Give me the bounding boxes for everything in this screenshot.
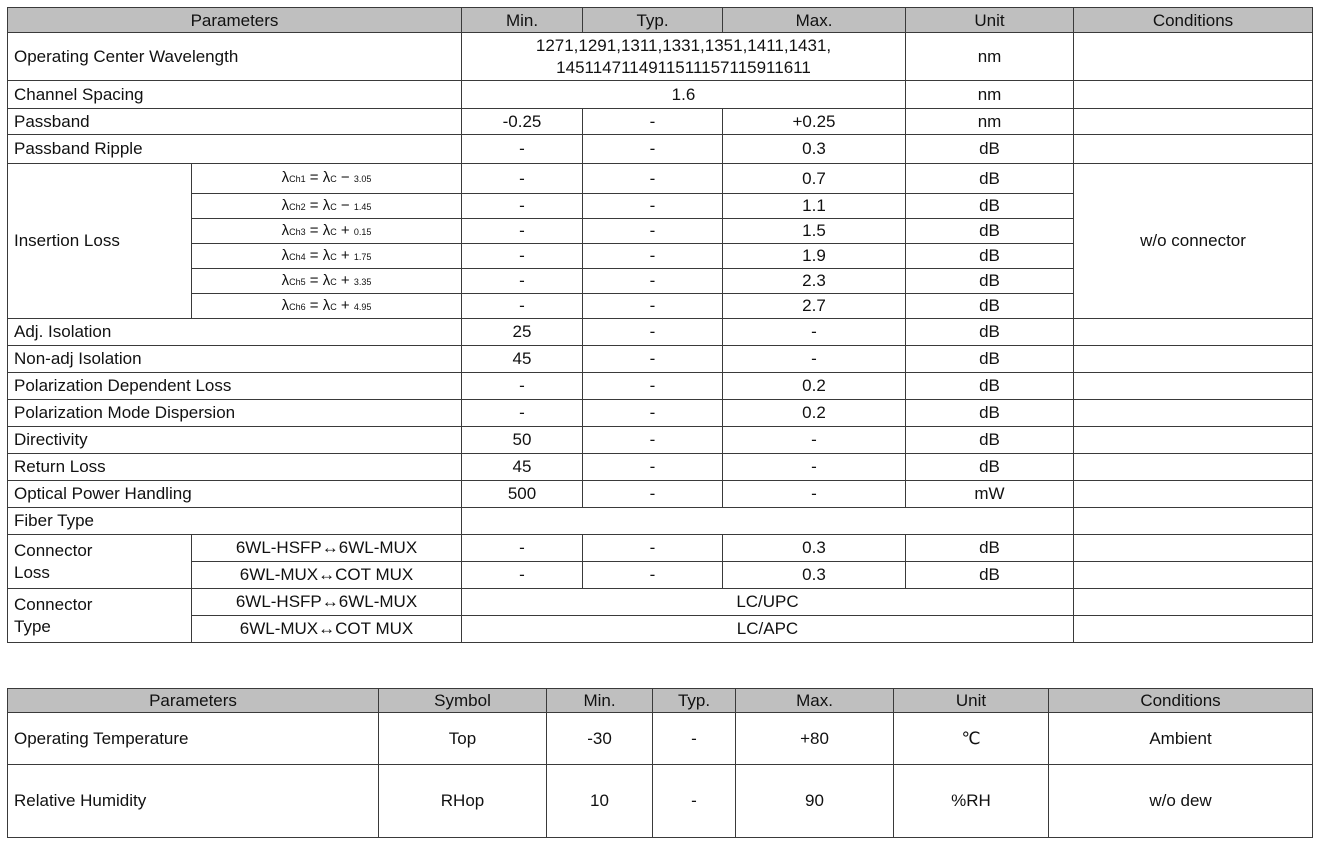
sub-param-cell: 6WL-HSFP↔6WL-MUX — [192, 535, 462, 562]
unit-cell: dB — [906, 535, 1074, 562]
unit-cell: nm — [906, 33, 1074, 81]
typ-cell: - — [583, 294, 723, 319]
conditions-cell — [1074, 616, 1313, 643]
label-line-2: Type — [14, 616, 51, 636]
max-cell: - — [723, 427, 906, 454]
typ-cell: - — [583, 400, 723, 427]
symbol-cell: Top — [379, 713, 547, 765]
unit-cell: dB — [906, 454, 1074, 481]
min-cell: - — [462, 164, 583, 194]
label-line-2: Loss — [14, 562, 50, 582]
table-row — [8, 109, 1313, 135]
max-cell: 0.3 — [723, 135, 906, 164]
table-row — [8, 454, 1313, 481]
param-label: Passband — [8, 109, 462, 135]
conditions-cell — [1074, 481, 1313, 508]
max-cell: +0.25 — [723, 109, 906, 135]
min-cell: - — [462, 269, 583, 294]
table-row — [8, 33, 1313, 81]
unit-cell: nm — [906, 81, 1074, 109]
unit-cell: dB — [906, 400, 1074, 427]
param-label — [8, 589, 192, 643]
max-cell: 1.5 — [723, 219, 906, 244]
unit-cell: dB — [906, 219, 1074, 244]
label-line-1: Connector — [14, 595, 93, 615]
fiber-type-value — [462, 508, 1074, 535]
channel-formula: λCh6 = λC + 4.95 — [192, 294, 462, 319]
unit-cell: dB — [906, 164, 1074, 194]
param-label: Fiber Type — [8, 508, 462, 535]
header-row — [8, 8, 1313, 33]
typ-cell: - — [653, 765, 736, 838]
typ-cell: - — [583, 319, 723, 346]
optical-spec-table — [7, 7, 1313, 643]
param-label: Polarization Dependent Loss — [8, 373, 462, 400]
unit-cell: dB — [906, 194, 1074, 219]
max-cell: 2.7 — [723, 294, 906, 319]
min-cell: 500 — [462, 481, 583, 508]
unit-cell: ℃ — [894, 713, 1049, 765]
header-conditions: Conditions — [1074, 8, 1313, 33]
table-row — [8, 713, 1313, 765]
min-cell: 25 — [462, 319, 583, 346]
unit-cell: dB — [906, 319, 1074, 346]
typ-cell: - — [583, 481, 723, 508]
typ-cell: - — [583, 346, 723, 373]
unit-cell: dB — [906, 346, 1074, 373]
min-cell: - — [462, 400, 583, 427]
wavelength-list — [462, 33, 906, 81]
channel-formula: λCh1 = λC − 3.05 — [192, 164, 462, 194]
max-cell: 1.9 — [723, 244, 906, 269]
table-row — [8, 508, 1313, 535]
min-cell: 45 — [462, 454, 583, 481]
typ-cell: - — [583, 219, 723, 244]
header-parameters: Parameters — [8, 689, 379, 713]
unit-cell: dB — [906, 244, 1074, 269]
conditions-cell — [1074, 319, 1313, 346]
min-cell: 10 — [547, 765, 653, 838]
min-cell: - — [462, 219, 583, 244]
min-cell: 45 — [462, 346, 583, 373]
unit-cell: dB — [906, 562, 1074, 589]
header-row — [8, 689, 1313, 713]
conditions-cell — [1074, 373, 1313, 400]
value-cell: LC/UPC — [462, 589, 1074, 616]
header-typ: Typ. — [583, 8, 723, 33]
table-row — [8, 427, 1313, 454]
min-cell: - — [462, 135, 583, 164]
channel-formula: λCh4 = λC + 1.75 — [192, 244, 462, 269]
max-cell: 90 — [736, 765, 894, 838]
unit-cell: dB — [906, 373, 1074, 400]
max-cell: 2.3 — [723, 269, 906, 294]
min-cell: - — [462, 294, 583, 319]
conditions-cell — [1074, 109, 1313, 135]
max-cell: - — [723, 346, 906, 373]
param-label: Operating Temperature — [8, 713, 379, 765]
max-cell: 0.2 — [723, 400, 906, 427]
table-row — [8, 481, 1313, 508]
max-cell: 0.7 — [723, 164, 906, 194]
table-row — [8, 562, 1313, 589]
min-cell: 50 — [462, 427, 583, 454]
conditions-cell — [1074, 535, 1313, 562]
min-cell: - — [462, 244, 583, 269]
unit-cell: %RH — [894, 765, 1049, 838]
header-unit: Unit — [906, 8, 1074, 33]
table-row — [8, 589, 1313, 616]
typ-cell: - — [583, 135, 723, 164]
param-label: Non-adj Isolation — [8, 346, 462, 373]
unit-cell: dB — [906, 135, 1074, 164]
typ-cell: - — [583, 269, 723, 294]
channel-formula: λCh3 = λC + 0.15 — [192, 219, 462, 244]
table-row — [8, 135, 1313, 164]
header-min: Min. — [462, 8, 583, 33]
label-line-1: Connector — [14, 541, 93, 561]
min-cell: - — [462, 535, 583, 562]
min-cell: - — [462, 562, 583, 589]
param-label: Directivity — [8, 427, 462, 454]
header-parameters: Parameters — [8, 8, 462, 33]
typ-cell: - — [653, 713, 736, 765]
param-label: Passband Ripple — [8, 135, 462, 164]
max-cell: 0.2 — [723, 373, 906, 400]
param-label — [8, 535, 192, 589]
unit-cell: dB — [906, 427, 1074, 454]
header-conditions: Conditions — [1049, 689, 1313, 713]
min-cell: - — [462, 373, 583, 400]
channel-formula: λCh2 = λC − 1.45 — [192, 194, 462, 219]
typ-cell: - — [583, 194, 723, 219]
typ-cell: - — [583, 244, 723, 269]
conditions-cell: w/o dew — [1049, 765, 1313, 838]
typ-cell: - — [583, 164, 723, 194]
sub-param-cell: 6WL-MUX↔COT MUX — [192, 562, 462, 589]
table-row — [8, 346, 1313, 373]
channel-formula: λCh5 = λC + 3.35 — [192, 269, 462, 294]
param-label: Insertion Loss — [8, 164, 192, 319]
header-typ: Typ. — [653, 689, 736, 713]
param-label: Adj. Isolation — [8, 319, 462, 346]
max-cell: - — [723, 319, 906, 346]
max-cell: 0.3 — [723, 535, 906, 562]
table-row — [8, 535, 1313, 562]
param-label: Channel Spacing — [8, 81, 462, 109]
header-max: Max. — [736, 689, 894, 713]
conditions-cell — [1074, 400, 1313, 427]
typ-cell: - — [583, 109, 723, 135]
wavelength-line-2: 1451147114911511157115911611 — [556, 57, 811, 77]
header-min: Min. — [547, 689, 653, 713]
header-unit: Unit — [894, 689, 1049, 713]
typ-cell: - — [583, 427, 723, 454]
table-row — [8, 765, 1313, 838]
conditions-cell — [1074, 427, 1313, 454]
conditions-cell — [1074, 562, 1313, 589]
unit-cell: nm — [906, 109, 1074, 135]
min-cell: - — [462, 194, 583, 219]
param-label: Optical Power Handling — [8, 481, 462, 508]
param-label: Return Loss — [8, 454, 462, 481]
header-symbol: Symbol — [379, 689, 547, 713]
max-cell: 0.3 — [723, 562, 906, 589]
max-cell: - — [723, 481, 906, 508]
max-cell: 1.1 — [723, 194, 906, 219]
table-row — [8, 319, 1313, 346]
unit-cell: dB — [906, 294, 1074, 319]
wavelength-line-1: 1271,1291,1311,1331,1351,1411,1431, — [535, 36, 832, 56]
sub-param-cell: 6WL-HSFP↔6WL-MUX — [192, 589, 462, 616]
conditions-cell — [1074, 454, 1313, 481]
sub-param-cell: 6WL-MUX↔COT MUX — [192, 616, 462, 643]
conditions-cell — [1074, 589, 1313, 616]
typ-cell: - — [583, 373, 723, 400]
conditions-cell — [1074, 346, 1313, 373]
param-label: Relative Humidity — [8, 765, 379, 838]
min-cell: -0.25 — [462, 109, 583, 135]
max-cell: +80 — [736, 713, 894, 765]
conditions-cell — [1074, 508, 1313, 535]
value-cell: 1.6 — [462, 81, 906, 109]
table-row — [8, 616, 1313, 643]
conditions-cell — [1074, 81, 1313, 109]
table-row — [8, 164, 1313, 194]
min-cell: -30 — [547, 713, 653, 765]
table-row — [8, 81, 1313, 109]
unit-cell: mW — [906, 481, 1074, 508]
conditions-cell: Ambient — [1049, 713, 1313, 765]
conditions-cell — [1074, 33, 1313, 81]
table-row — [8, 400, 1313, 427]
typ-cell: - — [583, 562, 723, 589]
header-max: Max. — [723, 8, 906, 33]
value-cell: LC/APC — [462, 616, 1074, 643]
conditions-cell — [1074, 135, 1313, 164]
max-cell: - — [723, 454, 906, 481]
param-label: Polarization Mode Dispersion — [8, 400, 462, 427]
param-label: Operating Center Wavelength — [8, 33, 462, 81]
table-row — [8, 373, 1313, 400]
environment-table — [7, 688, 1313, 838]
typ-cell: - — [583, 535, 723, 562]
unit-cell: dB — [906, 269, 1074, 294]
conditions-cell: w/o connector — [1074, 164, 1313, 319]
symbol-cell: RHop — [379, 765, 547, 838]
typ-cell: - — [583, 454, 723, 481]
